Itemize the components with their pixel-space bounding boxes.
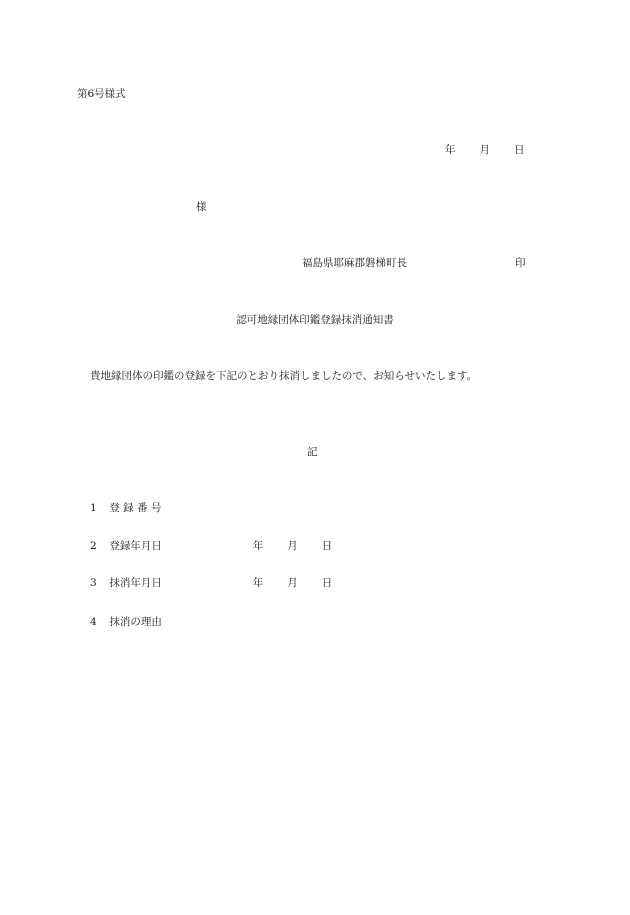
issuer-name: 福島県耶麻郡磐梯町長	[302, 257, 407, 269]
item-label: 登録年月日	[109, 540, 162, 552]
item-date-month: 月	[287, 577, 298, 589]
recipient-honorific: 様	[196, 201, 207, 213]
date-month-label: 月	[479, 144, 490, 156]
item-number: 4	[90, 616, 97, 628]
date-line	[445, 142, 525, 157]
issuer-seal-mark: 印	[515, 257, 526, 269]
list-item-registration-number	[90, 500, 245, 515]
item-number: 2	[90, 540, 97, 552]
item-date-month: 月	[287, 540, 298, 552]
ki-heading: 記	[307, 446, 318, 458]
document-title	[0, 312, 630, 327]
list-item-registration-date	[90, 538, 332, 553]
item-label: 抹消年月日	[109, 577, 162, 589]
date-year-label: 年	[445, 144, 456, 156]
form-number: 第6号様式	[77, 88, 126, 100]
item-date-day: 日	[321, 577, 333, 589]
body-text: 貴地縁団体の印鑑の登録を下記のとおり抹消しましたので、お知らせいたします。	[90, 370, 478, 382]
item-label: 登 録 番 号	[109, 502, 162, 514]
item-date-day: 日	[321, 540, 333, 552]
item-label: 抹消の理由	[109, 616, 162, 628]
item-date-year: 年	[252, 540, 264, 552]
list-item-deletion-date	[90, 575, 332, 590]
date-day-label: 日	[514, 144, 525, 156]
document-title-text: 認可地縁団体印鑑登録抹消通知書	[236, 314, 394, 326]
item-number: 1	[90, 502, 97, 514]
item-number: 3	[90, 577, 97, 589]
list-item-deletion-reason	[90, 614, 245, 629]
item-date-year: 年	[252, 577, 264, 589]
